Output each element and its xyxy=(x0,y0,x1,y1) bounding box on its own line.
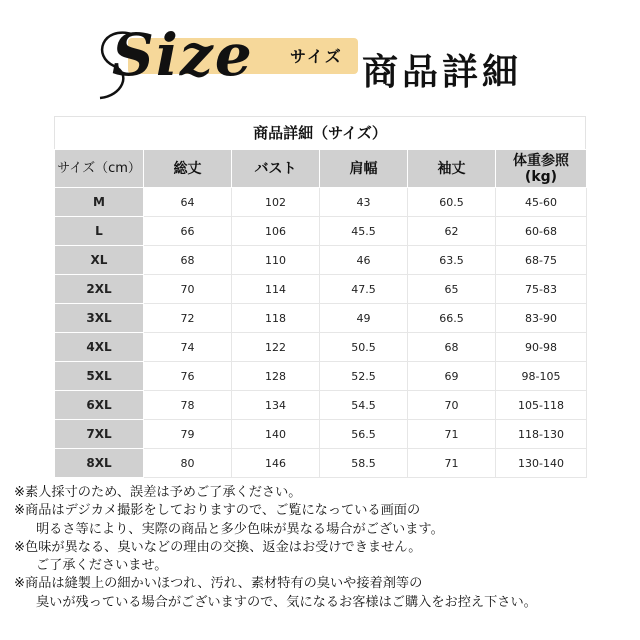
sleeve-cell: 63.5 xyxy=(408,246,496,275)
size-cell: 3XL xyxy=(55,304,144,333)
shoulder-cell: 46 xyxy=(320,246,408,275)
size-cell: 6XL xyxy=(55,391,144,420)
weight-cell: 45-60 xyxy=(496,188,587,217)
size-cell: 5XL xyxy=(55,362,144,391)
size-cell: XL xyxy=(55,246,144,275)
size-cell: M xyxy=(55,188,144,217)
page-title: 商品詳細 xyxy=(362,51,523,93)
note-line: 明るさ等により、実際の商品と多少色味が異なる場合がございます。 xyxy=(36,521,444,537)
length-cell: 74 xyxy=(144,333,232,362)
length-cell: 66 xyxy=(144,217,232,246)
size-cell: 8XL xyxy=(55,449,144,478)
shoulder-cell: 52.5 xyxy=(320,362,408,391)
table-row xyxy=(55,246,587,275)
table-header-row xyxy=(55,150,587,188)
sleeve-cell: 65 xyxy=(408,275,496,304)
notes-section xyxy=(14,484,634,612)
weight-cell: 90-98 xyxy=(496,333,587,362)
note-line: ※色味が異なる、臭いなどの理由の交換、返金はお受けできません。 xyxy=(14,539,422,555)
table-row xyxy=(55,391,587,420)
shoulder-cell: 43 xyxy=(320,188,408,217)
note-line: ※商品は縫製上の細かいほつれ、汚れ、素材特有の臭いや接着剤等の xyxy=(14,576,423,592)
weight-cell: 68-75 xyxy=(496,246,587,275)
sleeve-cell: 70 xyxy=(408,391,496,420)
weight-cell: 60-68 xyxy=(496,217,587,246)
length-cell: 76 xyxy=(144,362,232,391)
sleeve-cell: 71 xyxy=(408,420,496,449)
note-line: ご了承くださいませ。 xyxy=(36,558,168,574)
shoulder-cell: 47.5 xyxy=(320,275,408,304)
weight-cell: 83-90 xyxy=(496,304,587,333)
weight-cell: 130-140 xyxy=(496,449,587,478)
length-cell: 64 xyxy=(144,188,232,217)
column-header-length: 総丈 xyxy=(144,150,232,188)
size-cell: 2XL xyxy=(55,275,144,304)
weight-cell: 118-130 xyxy=(496,420,587,449)
table-title: 商品詳細（サイズ） xyxy=(54,116,586,149)
length-cell: 79 xyxy=(144,420,232,449)
table-row xyxy=(55,449,587,478)
note-line: 臭いが残っている場合がございますので、気になるお客様はご購入をお控え下さい。 xyxy=(36,594,537,610)
bust-cell: 128 xyxy=(232,362,320,391)
table-row xyxy=(55,362,587,391)
table-row xyxy=(55,333,587,362)
column-header-weight xyxy=(496,150,587,188)
size-script-title: Size xyxy=(112,21,254,89)
table-row xyxy=(55,188,587,217)
bust-cell: 140 xyxy=(232,420,320,449)
table-row xyxy=(55,304,587,333)
shoulder-cell: 45.5 xyxy=(320,217,408,246)
size-cell: 7XL xyxy=(55,420,144,449)
sleeve-cell: 62 xyxy=(408,217,496,246)
shoulder-cell: 49 xyxy=(320,304,408,333)
length-cell: 80 xyxy=(144,449,232,478)
sleeve-cell: 60.5 xyxy=(408,188,496,217)
shoulder-cell: 50.5 xyxy=(320,333,408,362)
column-header-sleeve: 袖丈 xyxy=(408,150,496,188)
size-cell: L xyxy=(55,217,144,246)
bust-cell: 146 xyxy=(232,449,320,478)
bust-cell: 110 xyxy=(232,246,320,275)
bust-cell: 122 xyxy=(232,333,320,362)
length-cell: 72 xyxy=(144,304,232,333)
note-line: ※商品はデジカメ撮影をしておりますので、ご覧になっている画面の xyxy=(14,503,421,519)
shoulder-cell: 58.5 xyxy=(320,449,408,478)
shoulder-cell: 56.5 xyxy=(320,420,408,449)
bust-cell: 106 xyxy=(232,217,320,246)
table-row xyxy=(55,217,587,246)
column-header-size: サイズ（cm） xyxy=(55,150,144,188)
column-header-shoulder: 肩幅 xyxy=(320,150,408,188)
bust-cell: 134 xyxy=(232,391,320,420)
size-kana: サイズ xyxy=(290,47,343,66)
weight-cell: 105-118 xyxy=(496,391,587,420)
page-header xyxy=(0,0,640,110)
weight-cell: 98-105 xyxy=(496,362,587,391)
table-row xyxy=(55,275,587,304)
bust-cell: 102 xyxy=(232,188,320,217)
length-cell: 78 xyxy=(144,391,232,420)
shoulder-cell: 54.5 xyxy=(320,391,408,420)
sleeve-cell: 69 xyxy=(408,362,496,391)
size-table-container xyxy=(54,116,586,478)
weight-header-label: 体重参照 xyxy=(513,152,569,169)
size-cell: 4XL xyxy=(55,333,144,362)
sleeve-cell: 68 xyxy=(408,333,496,362)
size-table xyxy=(54,149,587,478)
table-row xyxy=(55,420,587,449)
length-cell: 70 xyxy=(144,275,232,304)
table-body xyxy=(55,188,587,478)
weight-header-unit: (kg) xyxy=(524,168,558,185)
bust-cell: 114 xyxy=(232,275,320,304)
note-line: ※素人採寸のため、誤差は予めご了承ください。 xyxy=(14,485,302,500)
sleeve-cell: 66.5 xyxy=(408,304,496,333)
length-cell: 68 xyxy=(144,246,232,275)
sleeve-cell: 71 xyxy=(408,449,496,478)
column-header-bust: バスト xyxy=(232,150,320,188)
bust-cell: 118 xyxy=(232,304,320,333)
weight-cell: 75-83 xyxy=(496,275,587,304)
